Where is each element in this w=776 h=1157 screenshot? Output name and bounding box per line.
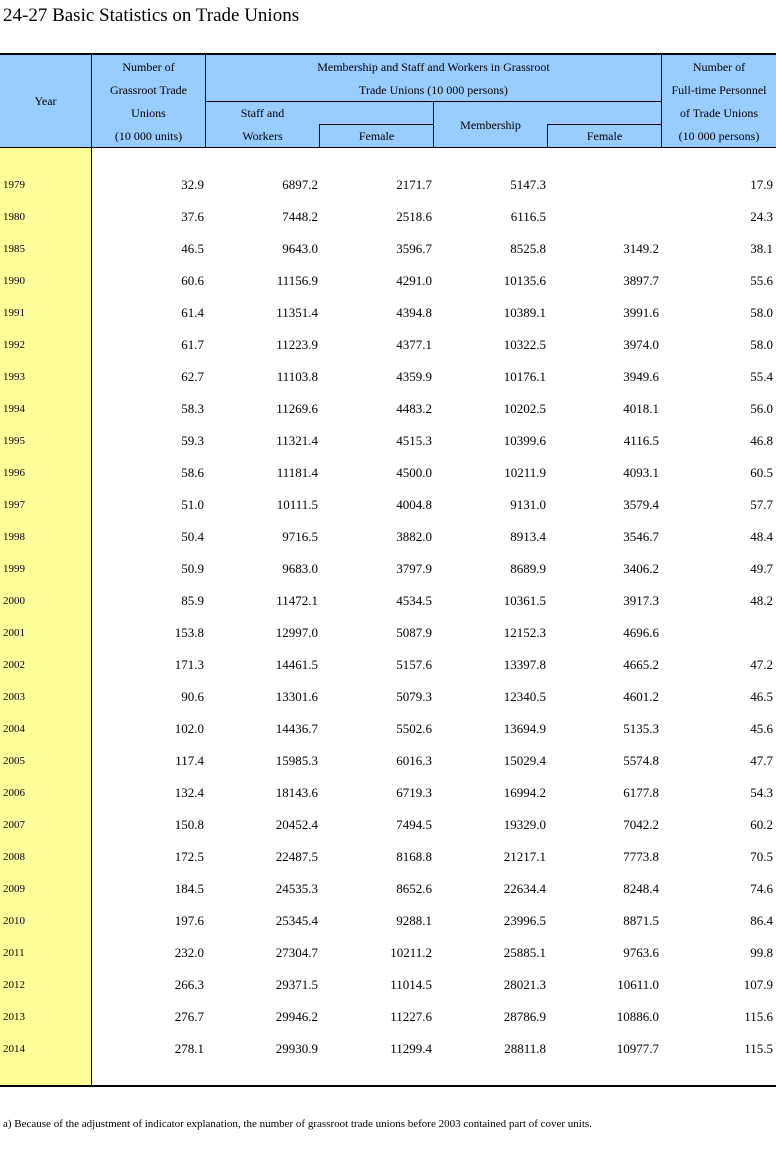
cell-grassroot-unions: 58.6 bbox=[181, 465, 204, 480]
cell-year: 2005 bbox=[3, 755, 25, 767]
header-grassroot-line1: Number of bbox=[122, 60, 175, 74]
table-row bbox=[0, 489, 776, 521]
table-row bbox=[0, 777, 776, 809]
cell-year: 1994 bbox=[3, 403, 25, 415]
cell-grassroot-unions: 132.4 bbox=[174, 785, 204, 800]
cell-fulltime-personnel: 48.4 bbox=[750, 529, 773, 544]
cell-fulltime-personnel: 58.0 bbox=[750, 337, 773, 352]
cell-staff-workers: 11181.4 bbox=[276, 465, 318, 480]
cell-grassroot-unions: 61.7 bbox=[181, 337, 204, 352]
header-fulltime-line4: (10 000 persons) bbox=[678, 129, 760, 143]
header-fulltime-line1: Number of bbox=[692, 60, 746, 74]
footnote: a) Because of the adjustment of indicator explanation, the number of grassroot trade unions before 2003 contained part of cover units. bbox=[3, 1118, 592, 1130]
cell-staff-workers: 29946.2 bbox=[275, 1009, 318, 1024]
header-divider bbox=[661, 55, 662, 148]
cell-grassroot-unions: 276.7 bbox=[174, 1009, 204, 1024]
cell-fulltime-personnel: 74.6 bbox=[750, 881, 773, 896]
header-divider bbox=[319, 124, 320, 148]
table-row bbox=[0, 329, 776, 361]
cell-membership-female: 4665.2 bbox=[623, 657, 659, 672]
cell-membership-female: 3949.6 bbox=[623, 369, 659, 384]
cell-staff-female: 11299.4 bbox=[390, 1041, 432, 1056]
cell-membership-female: 3991.6 bbox=[623, 305, 659, 320]
cell-membership: 28021.3 bbox=[503, 977, 546, 992]
cell-fulltime-personnel: 46.8 bbox=[750, 433, 773, 448]
table-row bbox=[0, 969, 776, 1001]
cell-staff-female: 6719.3 bbox=[396, 785, 432, 800]
cell-membership-female: 4601.2 bbox=[623, 689, 659, 704]
cell-fulltime-personnel: 17.9 bbox=[750, 177, 773, 192]
cell-grassroot-unions: 153.8 bbox=[174, 625, 204, 640]
cell-year: 1980 bbox=[3, 211, 25, 223]
cell-membership: 10211.9 bbox=[504, 465, 546, 480]
cell-membership-female: 3406.2 bbox=[623, 561, 659, 576]
cell-membership-female: 3974.0 bbox=[623, 337, 659, 352]
cell-staff-workers: 9716.5 bbox=[282, 529, 318, 544]
table-row bbox=[0, 201, 776, 233]
cell-staff-workers: 10111.5 bbox=[276, 497, 318, 512]
cell-grassroot-unions: 278.1 bbox=[174, 1041, 204, 1056]
header-membership-group-line1: Membership and Staff and Workers in Grassroot bbox=[317, 60, 550, 74]
header-fulltime-line2: Full-time Personnel bbox=[671, 83, 767, 97]
cell-membership-female: 3579.4 bbox=[623, 497, 659, 512]
table-row bbox=[0, 233, 776, 265]
cell-staff-female: 11227.6 bbox=[390, 1009, 432, 1024]
cell-membership-female: 3149.2 bbox=[623, 241, 659, 256]
cell-staff-workers: 14436.7 bbox=[275, 721, 318, 736]
header-female-membership: Female bbox=[586, 129, 623, 143]
cell-fulltime-personnel: 86.4 bbox=[750, 913, 773, 928]
header-membership: Membership bbox=[460, 118, 521, 132]
cell-membership: 6116.5 bbox=[510, 209, 546, 224]
cell-membership: 8689.9 bbox=[510, 561, 546, 576]
cell-staff-workers: 11351.4 bbox=[276, 305, 318, 320]
cell-staff-female: 5157.6 bbox=[396, 657, 432, 672]
table-row bbox=[0, 457, 776, 489]
cell-membership-female: 3917.3 bbox=[623, 593, 659, 608]
cell-grassroot-unions: 232.0 bbox=[174, 945, 204, 960]
cell-fulltime-personnel: 46.5 bbox=[750, 689, 773, 704]
cell-staff-workers: 12997.0 bbox=[275, 625, 318, 640]
cell-membership-female: 4116.5 bbox=[623, 433, 659, 448]
cell-membership: 16994.2 bbox=[503, 785, 546, 800]
cell-grassroot-unions: 50.4 bbox=[181, 529, 204, 544]
cell-membership: 10322.5 bbox=[503, 337, 546, 352]
cell-grassroot-unions: 90.6 bbox=[181, 689, 204, 704]
cell-fulltime-personnel: 99.8 bbox=[750, 945, 773, 960]
table-row bbox=[0, 521, 776, 553]
cell-membership-female: 5574.8 bbox=[623, 753, 659, 768]
cell-year: 2004 bbox=[3, 723, 25, 735]
table-row bbox=[0, 393, 776, 425]
cell-staff-female: 2518.6 bbox=[396, 209, 432, 224]
cell-membership-female: 8871.5 bbox=[623, 913, 659, 928]
cell-membership: 22634.4 bbox=[503, 881, 546, 896]
cell-grassroot-unions: 37.6 bbox=[181, 209, 204, 224]
cell-staff-female: 4500.0 bbox=[396, 465, 432, 480]
cell-staff-female: 3596.7 bbox=[396, 241, 432, 256]
cell-membership: 12152.3 bbox=[503, 625, 546, 640]
cell-membership: 15029.4 bbox=[503, 753, 546, 768]
cell-staff-workers: 27304.7 bbox=[275, 945, 318, 960]
cell-staff-female: 8168.8 bbox=[396, 849, 432, 864]
cell-grassroot-unions: 184.5 bbox=[174, 881, 204, 896]
cell-membership-female: 8248.4 bbox=[623, 881, 659, 896]
cell-grassroot-unions: 172.5 bbox=[174, 849, 204, 864]
table-row bbox=[0, 713, 776, 745]
cell-year: 1990 bbox=[3, 275, 25, 287]
cell-grassroot-unions: 102.0 bbox=[174, 721, 204, 736]
cell-membership: 10202.5 bbox=[503, 401, 546, 416]
cell-staff-female: 6016.3 bbox=[396, 753, 432, 768]
cell-staff-female: 3882.0 bbox=[396, 529, 432, 544]
cell-membership: 13694.9 bbox=[503, 721, 546, 736]
cell-year: 2008 bbox=[3, 851, 25, 863]
cell-staff-female: 5502.6 bbox=[396, 721, 432, 736]
header-year: Year bbox=[34, 94, 57, 108]
cell-fulltime-personnel: 107.9 bbox=[743, 977, 773, 992]
cell-membership-female: 3897.7 bbox=[623, 273, 659, 288]
cell-year: 1996 bbox=[3, 467, 25, 479]
cell-staff-workers: 6897.2 bbox=[282, 177, 318, 192]
cell-staff-workers: 9643.0 bbox=[282, 241, 318, 256]
cell-membership-female: 4018.1 bbox=[623, 401, 659, 416]
table-row bbox=[0, 617, 776, 649]
cell-fulltime-personnel: 49.7 bbox=[750, 561, 773, 576]
cell-membership: 13397.8 bbox=[503, 657, 546, 672]
cell-membership: 28786.9 bbox=[503, 1009, 546, 1024]
cell-staff-female: 4394.8 bbox=[396, 305, 432, 320]
cell-fulltime-personnel: 60.5 bbox=[750, 465, 773, 480]
cell-staff-workers: 11269.6 bbox=[276, 401, 318, 416]
cell-year: 2002 bbox=[3, 659, 25, 671]
cell-year: 2006 bbox=[3, 787, 25, 799]
cell-membership: 5147.3 bbox=[510, 177, 546, 192]
cell-staff-female: 4291.0 bbox=[396, 273, 432, 288]
cell-staff-female: 5087.9 bbox=[396, 625, 432, 640]
cell-fulltime-personnel: 70.5 bbox=[750, 849, 773, 864]
cell-year: 1998 bbox=[3, 531, 25, 543]
header-grassroot-line3: Unions bbox=[131, 106, 166, 120]
cell-fulltime-personnel: 45.6 bbox=[750, 721, 773, 736]
table-row bbox=[0, 681, 776, 713]
cell-staff-workers: 13301.6 bbox=[275, 689, 318, 704]
cell-grassroot-unions: 46.5 bbox=[181, 241, 204, 256]
cell-staff-workers: 24535.3 bbox=[275, 881, 318, 896]
cell-staff-workers: 29930.9 bbox=[275, 1041, 318, 1056]
cell-year: 1979 bbox=[3, 179, 25, 191]
cell-staff-female: 9288.1 bbox=[396, 913, 432, 928]
header-membership-group-line2: Trade Unions (10 000 persons) bbox=[359, 83, 508, 97]
cell-staff-female: 5079.3 bbox=[396, 689, 432, 704]
table-row bbox=[0, 809, 776, 841]
table-row bbox=[0, 841, 776, 873]
table-row bbox=[0, 937, 776, 969]
header-grassroot-line2: Grassroot Trade bbox=[110, 83, 187, 97]
cell-staff-workers: 11223.9 bbox=[276, 337, 318, 352]
cell-staff-female: 2171.7 bbox=[396, 177, 432, 192]
cell-membership-female: 10886.0 bbox=[616, 1009, 659, 1024]
cell-grassroot-unions: 197.6 bbox=[174, 913, 204, 928]
cell-staff-female: 7494.5 bbox=[396, 817, 432, 832]
cell-year: 1985 bbox=[3, 243, 25, 255]
table-row bbox=[0, 297, 776, 329]
cell-staff-workers: 29371.5 bbox=[275, 977, 318, 992]
cell-staff-workers: 11103.8 bbox=[276, 369, 318, 384]
cell-fulltime-personnel: 60.2 bbox=[750, 817, 773, 832]
cell-grassroot-unions: 32.9 bbox=[181, 177, 204, 192]
table-row bbox=[0, 649, 776, 681]
cell-year: 2003 bbox=[3, 691, 25, 703]
cell-membership: 10361.5 bbox=[503, 593, 546, 608]
cell-membership: 23996.5 bbox=[503, 913, 546, 928]
cell-staff-workers: 11156.9 bbox=[276, 273, 318, 288]
cell-grassroot-unions: 266.3 bbox=[174, 977, 204, 992]
cell-membership-female: 3546.7 bbox=[623, 529, 659, 544]
cell-membership: 19329.0 bbox=[503, 817, 546, 832]
cell-year: 2013 bbox=[3, 1011, 25, 1023]
cell-grassroot-unions: 85.9 bbox=[181, 593, 204, 608]
cell-grassroot-unions: 60.6 bbox=[181, 273, 204, 288]
cell-membership-female: 4696.6 bbox=[623, 625, 659, 640]
cell-grassroot-unions: 51.0 bbox=[181, 497, 204, 512]
cell-staff-female: 4483.2 bbox=[396, 401, 432, 416]
table-row bbox=[0, 553, 776, 585]
cell-staff-female: 4377.1 bbox=[396, 337, 432, 352]
cell-staff-female: 3797.9 bbox=[396, 561, 432, 576]
cell-membership: 10399.6 bbox=[503, 433, 546, 448]
cell-year: 2001 bbox=[3, 627, 25, 639]
cell-grassroot-unions: 50.9 bbox=[181, 561, 204, 576]
cell-staff-workers: 14461.5 bbox=[275, 657, 318, 672]
cell-staff-workers: 11472.1 bbox=[276, 593, 318, 608]
cell-fulltime-personnel: 58.0 bbox=[750, 305, 773, 320]
cell-year: 1991 bbox=[3, 307, 25, 319]
cell-grassroot-unions: 61.4 bbox=[181, 305, 204, 320]
cell-year: 2000 bbox=[3, 595, 25, 607]
table-row bbox=[0, 585, 776, 617]
cell-membership-female: 4093.1 bbox=[623, 465, 659, 480]
cell-staff-workers: 15985.3 bbox=[275, 753, 318, 768]
cell-staff-workers: 25345.4 bbox=[275, 913, 318, 928]
cell-year: 1995 bbox=[3, 435, 25, 447]
header-staff-line2: Workers bbox=[242, 129, 283, 143]
cell-staff-workers: 22487.5 bbox=[275, 849, 318, 864]
header-divider bbox=[91, 55, 92, 148]
cell-fulltime-personnel: 57.7 bbox=[750, 497, 773, 512]
cell-staff-workers: 9683.0 bbox=[282, 561, 318, 576]
cell-membership: 25885.1 bbox=[503, 945, 546, 960]
table-bottom-rule bbox=[0, 1085, 776, 1087]
cell-year: 1999 bbox=[3, 563, 25, 575]
header-divider bbox=[547, 124, 661, 125]
cell-fulltime-personnel: 38.1 bbox=[750, 241, 773, 256]
page-title: 24-27 Basic Statistics on Trade Unions bbox=[3, 5, 300, 26]
cell-staff-female: 8652.6 bbox=[396, 881, 432, 896]
table-row bbox=[0, 905, 776, 937]
cell-membership: 8913.4 bbox=[510, 529, 546, 544]
cell-fulltime-personnel: 115.5 bbox=[744, 1041, 773, 1056]
table-row bbox=[0, 169, 776, 201]
table-row bbox=[0, 1033, 776, 1065]
cell-staff-female: 4359.9 bbox=[396, 369, 432, 384]
table-header bbox=[0, 53, 776, 148]
cell-fulltime-personnel: 47.2 bbox=[750, 657, 773, 672]
cell-membership: 28811.8 bbox=[504, 1041, 546, 1056]
cell-membership: 12340.5 bbox=[503, 689, 546, 704]
cell-fulltime-personnel: 55.6 bbox=[750, 273, 773, 288]
header-divider bbox=[433, 101, 434, 148]
header-grassroot-line4: (10 000 units) bbox=[114, 129, 183, 143]
cell-staff-female: 4004.8 bbox=[396, 497, 432, 512]
cell-membership: 9131.0 bbox=[510, 497, 546, 512]
cell-membership-female: 10611.0 bbox=[617, 977, 659, 992]
header-staff-line1: Staff and bbox=[240, 106, 285, 120]
cell-year: 1993 bbox=[3, 371, 25, 383]
cell-membership-female: 9763.6 bbox=[623, 945, 659, 960]
header-fulltime-line3: of Trade Unions bbox=[679, 106, 758, 120]
cell-grassroot-unions: 59.3 bbox=[181, 433, 204, 448]
cell-year: 2009 bbox=[3, 883, 25, 895]
header-divider bbox=[319, 124, 433, 125]
header-female-staff: Female bbox=[358, 129, 395, 143]
cell-grassroot-unions: 150.8 bbox=[174, 817, 204, 832]
cell-year: 1992 bbox=[3, 339, 25, 351]
cell-membership: 21217.1 bbox=[503, 849, 546, 864]
cell-fulltime-personnel: 115.6 bbox=[744, 1009, 773, 1024]
cell-grassroot-unions: 58.3 bbox=[181, 401, 204, 416]
cell-staff-workers: 18143.6 bbox=[275, 785, 318, 800]
cell-membership: 10389.1 bbox=[503, 305, 546, 320]
cell-grassroot-unions: 171.3 bbox=[174, 657, 204, 672]
cell-membership-female: 7042.2 bbox=[623, 817, 659, 832]
table-row bbox=[0, 425, 776, 457]
cell-membership: 8525.8 bbox=[510, 241, 546, 256]
table-row bbox=[0, 1001, 776, 1033]
cell-year: 2014 bbox=[3, 1043, 25, 1055]
table-row bbox=[0, 745, 776, 777]
cell-fulltime-personnel: 24.3 bbox=[750, 209, 773, 224]
cell-membership-female: 5135.3 bbox=[623, 721, 659, 736]
cell-membership-female: 7773.8 bbox=[623, 849, 659, 864]
cell-staff-female: 4515.3 bbox=[396, 433, 432, 448]
cell-fulltime-personnel: 56.0 bbox=[750, 401, 773, 416]
cell-staff-female: 4534.5 bbox=[396, 593, 432, 608]
table-row bbox=[0, 361, 776, 393]
cell-staff-female: 11014.5 bbox=[390, 977, 432, 992]
cell-membership: 10176.1 bbox=[503, 369, 546, 384]
cell-fulltime-personnel: 48.2 bbox=[750, 593, 773, 608]
cell-year: 2012 bbox=[3, 979, 25, 991]
cell-fulltime-personnel: 55.4 bbox=[750, 369, 773, 384]
cell-staff-workers: 20452.4 bbox=[275, 817, 318, 832]
cell-staff-workers: 7448.2 bbox=[282, 209, 318, 224]
cell-fulltime-personnel: 54.3 bbox=[750, 785, 773, 800]
cell-year: 2011 bbox=[3, 947, 25, 959]
table-row bbox=[0, 265, 776, 297]
cell-staff-female: 10211.2 bbox=[390, 945, 432, 960]
cell-year: 2010 bbox=[3, 915, 25, 927]
cell-grassroot-unions: 62.7 bbox=[181, 369, 204, 384]
cell-staff-workers: 11321.4 bbox=[276, 433, 318, 448]
table-row bbox=[0, 873, 776, 905]
cell-membership-female: 6177.8 bbox=[623, 785, 659, 800]
cell-fulltime-personnel: 47.7 bbox=[750, 753, 773, 768]
header-divider bbox=[547, 124, 548, 148]
cell-year: 2007 bbox=[3, 819, 25, 831]
cell-grassroot-unions: 117.4 bbox=[175, 753, 204, 768]
cell-membership-female: 10977.7 bbox=[616, 1041, 659, 1056]
cell-year: 1997 bbox=[3, 499, 25, 511]
cell-membership: 10135.6 bbox=[503, 273, 546, 288]
